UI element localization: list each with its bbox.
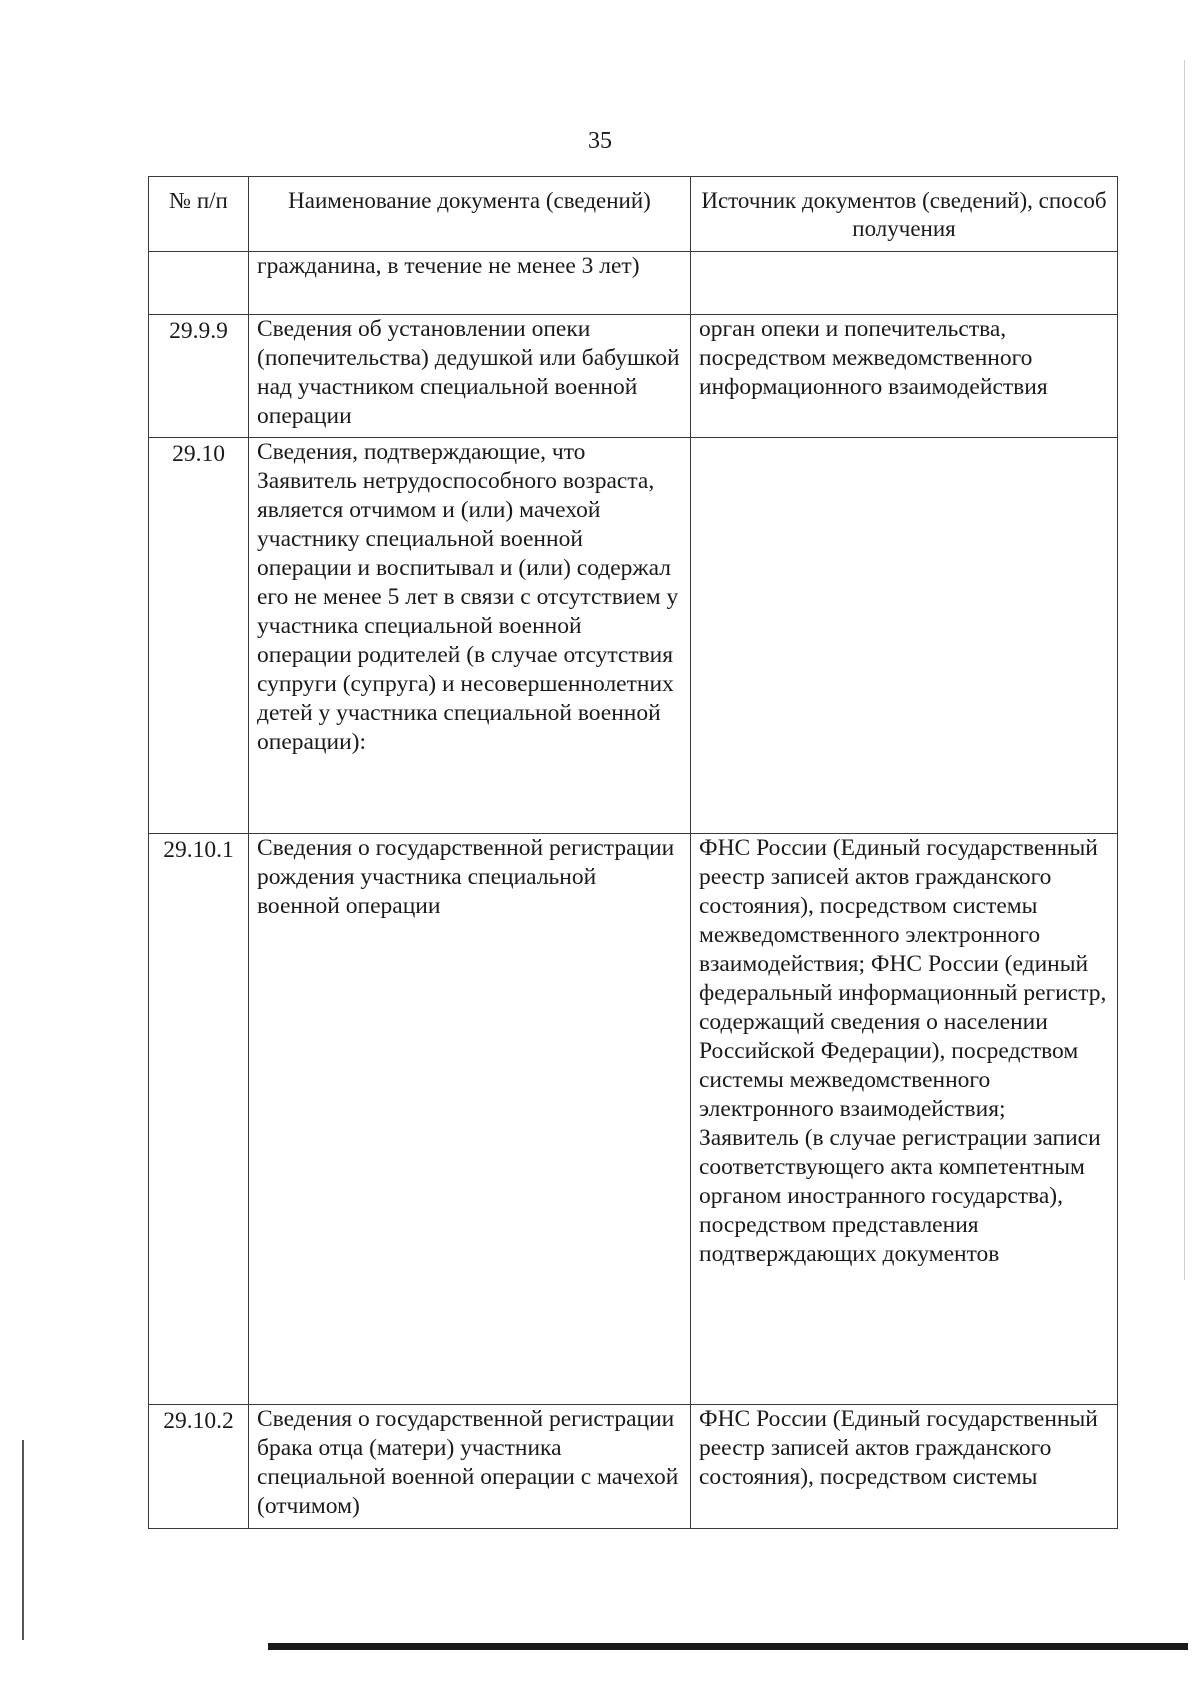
row-num: 29.10.2 (149, 1405, 249, 1529)
table-row (149, 834, 1118, 1405)
table-row (149, 1405, 1118, 1529)
row-name: Сведения о государственной регистрации рождения участника специальной военной операции (249, 834, 691, 1405)
row-source (691, 438, 1118, 834)
documents-table (148, 176, 1118, 1529)
scan-border-bottom (268, 1643, 1188, 1650)
header-num: № п/п (149, 177, 249, 252)
row-source: ФНС России (Единый государственный реестр записей актов гражданского состояния), посредством системы (691, 1405, 1118, 1529)
scan-border-right (1184, 60, 1185, 1280)
row-name: Сведения, подтверждающие, что Заявитель нетрудоспособного возраста, является отчимом и (или) мачехой участнику специальной военной операции и воспитывал и (или) содержал его не менее 5 лет в связи с отсутствием у участника специальной военной операции родителей (в случае отсутствия супруги (супруга) и несовершеннолетних детей у участника специальной военной операции): (249, 438, 691, 834)
header-source: Источник документов (сведений), способ получения (691, 177, 1118, 252)
header-name: Наименование документа (сведений) (249, 177, 691, 252)
table-row (149, 438, 1118, 834)
scan-border-left (22, 1440, 24, 1640)
table-header (149, 177, 1118, 252)
row-num (149, 252, 249, 315)
table-row (149, 315, 1118, 438)
page-number: 35 (588, 128, 612, 154)
row-source: орган опеки и попечительства, посредством межведомственного информационного взаимодействия (691, 315, 1118, 438)
row-num: 29.10 (149, 438, 249, 834)
row-name: Сведения о государственной регистрации брака отца (матери) участника специальной военной операции с мачехой (отчимом) (249, 1405, 691, 1529)
row-source (691, 252, 1118, 315)
row-name: Сведения об установлении опеки (попечительства) дедушкой или бабушкой над участником специальной военной операции (249, 315, 691, 438)
table-row (149, 252, 1118, 315)
row-num: 29.9.9 (149, 315, 249, 438)
row-name: гражданина, в течение не менее 3 лет) (249, 252, 691, 315)
row-num: 29.10.1 (149, 834, 249, 1405)
row-source: ФНС России (Единый государственный реестр записей актов гражданского состояния), посредством системы межведомственного электронного взаимодействия; ФНС России (единый федеральный информационный регистр, содержащий сведения о населении Российской Федерации), посредством системы межведомственного электронного взаимодействия; Заявитель (в случае регистрации записи соответствующего акта компетентным органом иностранного государства), посредством представления подтверждающих документов (691, 834, 1118, 1405)
